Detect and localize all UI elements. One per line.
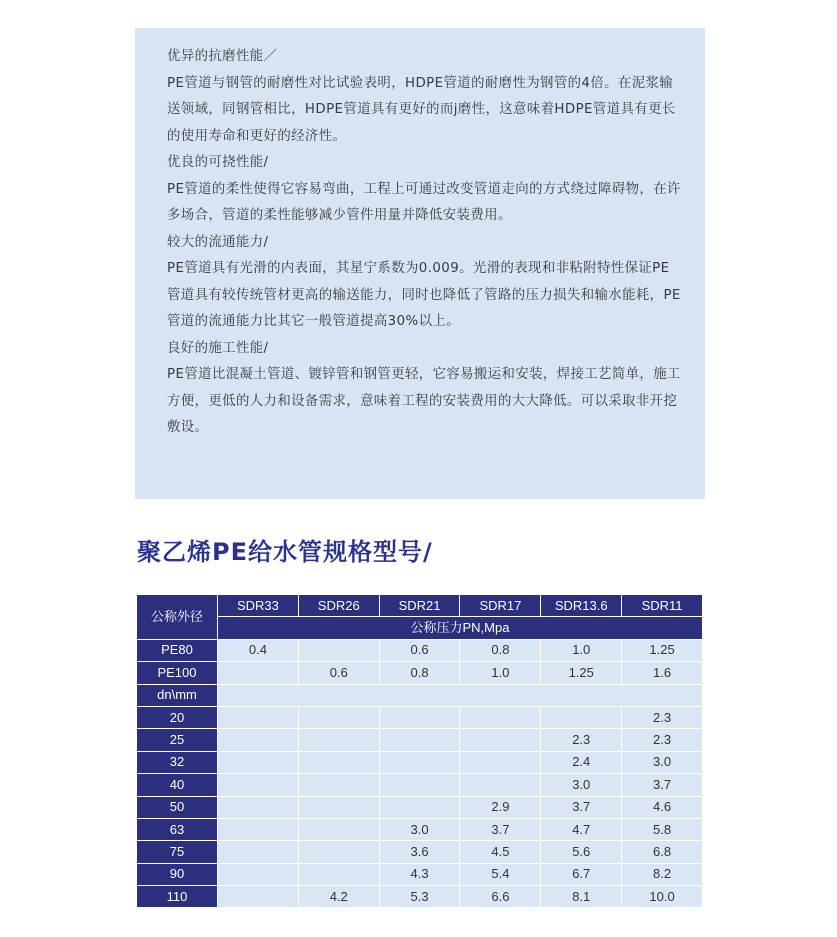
paragraph-construction: PE管道比混凝土管道、镀锌管和钢管更轻，它容易搬运和安装，焊接工艺简单，施工方便，更低的人力和设备需求，意味着工程的安装费用的大大降低。可以采取非开挖敷设。 [167,367,681,435]
row-label: 50 [137,796,218,818]
dn-row [137,706,703,728]
table-cell: 5.6 [541,841,622,863]
table-cell: 0.6 [379,639,460,661]
section-title: 聚乙烯PE给水管规格型号/ [137,538,433,566]
table-cell [460,706,541,728]
table-cell: 4.7 [541,818,622,840]
row-label: 75 [137,841,218,863]
table-cell: 3.7 [460,818,541,840]
sdr-header: SDR21 [379,595,460,617]
dn-row [137,796,703,818]
table-cell [298,774,379,796]
paragraph-flexibility: PE管道的柔性使得它容易弯曲，工程上可通过改变管道走向的方式绕过障碍物，在许多场合，管道的柔性能够减少管件用量并降低安装费用。 [167,181,681,223]
table-cell [298,818,379,840]
table-cell: 6.8 [622,841,703,863]
row-label: PE100 [137,662,218,684]
spec-table [136,594,703,908]
table-header-row [137,595,703,617]
table-cell: 1.6 [622,662,703,684]
table-cell [379,729,460,751]
table-cell: 5.3 [379,886,460,908]
table-cell: 4.3 [379,863,460,885]
table-cell: 0.6 [298,662,379,684]
table-cell [218,818,299,840]
paragraph-wear-resistance: PE管道与钢管的耐磨性对比试验表明，HDPE管道的耐磨性为钢管的4倍。在泥浆输送领域，同钢管相比，HDPE管道具有更好的而j磨性，这意味着HDPE管道具有更长的使用寿命和更好的经济性。 [167,75,676,144]
table-cell: 3.0 [541,774,622,796]
dn-row [137,863,703,885]
table-cell: 8.2 [622,863,703,885]
table-cell [298,841,379,863]
table-cell [460,751,541,773]
table-cell [298,863,379,885]
dn-header-fill [218,684,703,706]
sdr-header: SDR26 [298,595,379,617]
dn-row [137,841,703,863]
heading-wear-resistance: 优异的抗磨性能／ [167,49,278,64]
dn-row [137,729,703,751]
pressure-row [137,662,703,684]
table-cell [218,796,299,818]
row-label: PE80 [137,639,218,661]
row-label: 32 [137,751,218,773]
sdr-header: SDR33 [218,595,299,617]
table-cell [541,706,622,728]
heading-flexibility: 优良的可挠性能/ [167,155,269,170]
table-cell [298,796,379,818]
table-cell: 6.6 [460,886,541,908]
table-cell: 1.0 [541,639,622,661]
table-cell: 3.7 [541,796,622,818]
table-cell [379,796,460,818]
table-cell [379,706,460,728]
table-cell: 2.3 [622,729,703,751]
table-cell: 2.3 [622,706,703,728]
dn-row [137,774,703,796]
table-cell: 4.6 [622,796,703,818]
table-cell: 2.3 [541,729,622,751]
heading-flow-capacity: 较大的流通能力/ [167,234,269,250]
pressure-header: 公称压力PN,Mpa [218,617,703,639]
pressure-header-row [137,617,703,639]
dn-row [137,886,703,908]
table-cell [218,751,299,773]
row-label: 90 [137,863,218,885]
table-cell: 2.4 [541,751,622,773]
table-cell [218,863,299,885]
table-cell [379,751,460,773]
dn-header-row [137,684,703,706]
row-label: 20 [137,706,218,728]
table-cell [218,841,299,863]
table-cell: 8.1 [541,886,622,908]
table-cell [460,774,541,796]
table-cell [218,662,299,684]
table-cell [298,751,379,773]
intro-panel [135,28,705,499]
table-cell: 2.9 [460,796,541,818]
corner-header: 公称外径 [137,595,218,640]
table-cell [298,706,379,728]
table-cell: 1.0 [460,662,541,684]
table-cell: 0.4 [218,639,299,661]
sdr-header: SDR13.6 [541,595,622,617]
table-cell [298,639,379,661]
row-label: 63 [137,818,218,840]
paragraph-flow-capacity: PE管道具有光滑的内表面，其星宁系数为0.009。光滑的表现和非粘附特性保证PE管道具有较传统管材更高的输送能力，同时也降低了管路的压力损失和输水能耗，PE管道的流通能力比其它一般管道提高30%以上。 [167,261,681,329]
table-cell: 10.0 [622,886,703,908]
table-cell: 1.25 [541,662,622,684]
row-label: 40 [137,774,218,796]
table-cell [379,774,460,796]
table-cell: 5.4 [460,863,541,885]
dn-row [137,818,703,840]
sdr-header: SDR17 [460,595,541,617]
table-cell: 5.8 [622,818,703,840]
table-cell [218,886,299,908]
row-label: 25 [137,729,218,751]
table-cell: 0.8 [460,639,541,661]
table-cell: 1.25 [622,639,703,661]
pressure-row [137,639,703,661]
dn-header: dn\mm [137,684,218,706]
table-cell [218,774,299,796]
table-cell [460,729,541,751]
table-cell [218,706,299,728]
table-cell: 4.2 [298,886,379,908]
row-label: 110 [137,886,218,908]
table-cell: 3.7 [622,774,703,796]
table-cell: 3.0 [622,751,703,773]
table-cell: 0.8 [379,662,460,684]
sdr-header: SDR11 [622,595,703,617]
table-cell: 3.6 [379,841,460,863]
table-cell: 4.5 [460,841,541,863]
table-cell [218,729,299,751]
table-cell [298,729,379,751]
heading-construction: 良好的施工性能/ [167,340,269,356]
table-cell: 6.7 [541,863,622,885]
dn-row [137,751,703,773]
table-cell: 3.0 [379,818,460,840]
